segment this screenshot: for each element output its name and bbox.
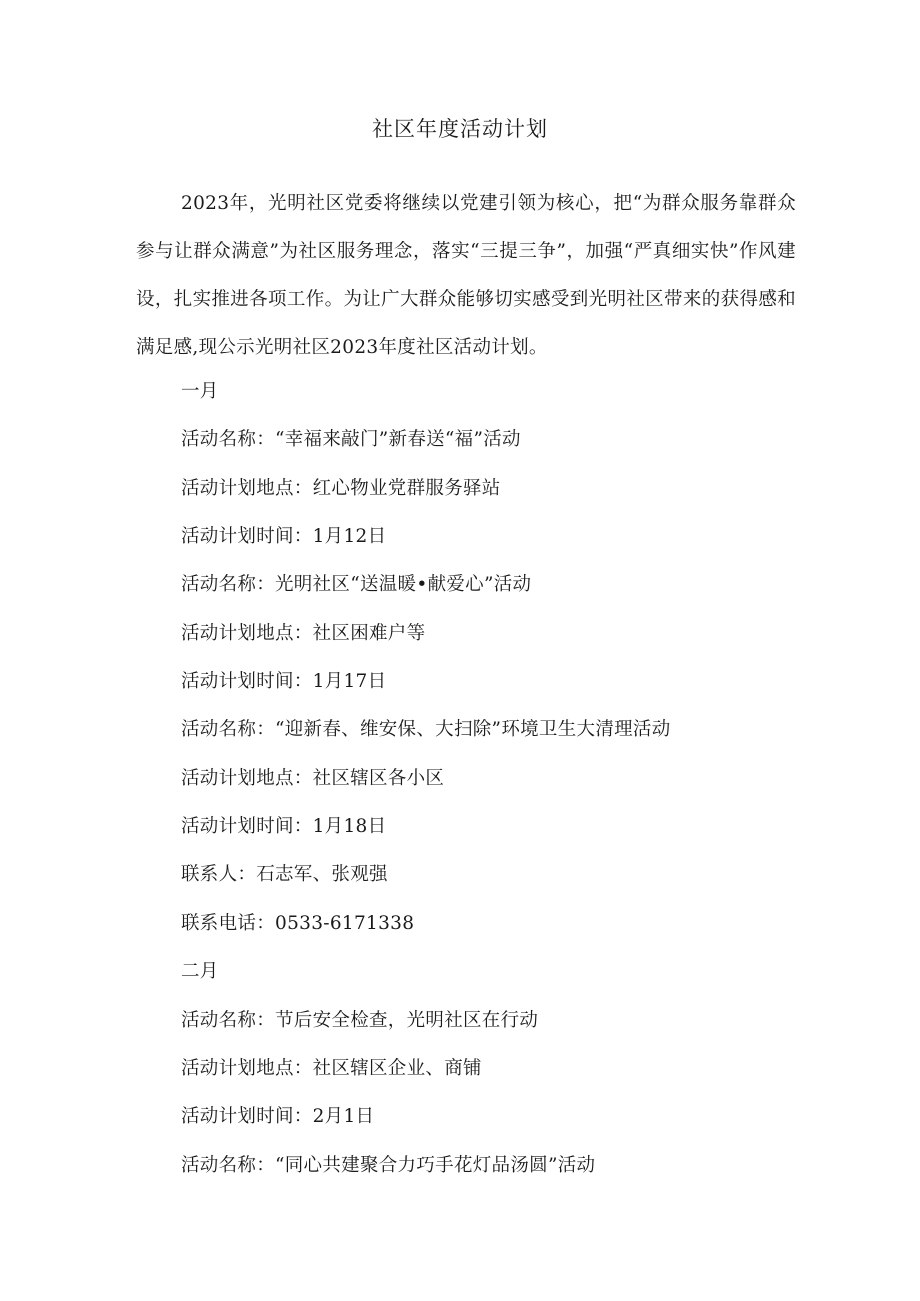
- activity-time: 活动计划时间：2月1日: [181, 1106, 375, 1127]
- activity-name: 活动名称：“幸福来敲门”新春送“福”活动: [181, 429, 521, 450]
- activity-name: 活动名称：“同心共建聚合力巧手花灯品汤圆”活动: [181, 1155, 596, 1176]
- activity-location: 活动计划地点：红心物业党群服务驿站: [181, 478, 501, 499]
- intro-paragraph: 2023年，光明社区党委将继续以党建引领为核心，把“为群众服务靠群众参与让群众满意”为社区服务理念，落实“三提三争”，加强“严真细实快”作风建设，扎实推进各项工作。为让广大群众能够切实感受到光明社区带来的获得感和满足感,现公示光明社区2023年度社区活动计划。: [136, 193, 796, 358]
- month-heading-february: 二月: [181, 961, 219, 982]
- activity-time: 活动计划时间：1月17日: [181, 671, 387, 692]
- month-heading-january: 一月: [181, 381, 219, 402]
- document-title: 社区年度活动计划: [372, 117, 548, 141]
- activity-time: 活动计划时间：1月18日: [181, 816, 387, 837]
- contact-phone: 联系电话：0533-6171338: [181, 913, 415, 934]
- contact-person: 联系人：石志军、张观强: [181, 864, 388, 885]
- activity-name: 活动名称：光明社区“送温暖•献爱心”活动: [181, 574, 532, 595]
- activity-location: 活动计划地点：社区辖区企业、商铺: [181, 1058, 482, 1079]
- activity-name: 活动名称：节后安全检查，光明社区在行动: [181, 1010, 539, 1031]
- activity-location: 活动计划地点：社区辖区各小区: [181, 768, 445, 789]
- activity-location: 活动计划地点：社区困难户等: [181, 623, 426, 644]
- activity-time: 活动计划时间：1月12日: [181, 526, 387, 547]
- activity-name: 活动名称：“迎新春、维安保、大扫除”环境卫生大清理活动: [181, 719, 671, 740]
